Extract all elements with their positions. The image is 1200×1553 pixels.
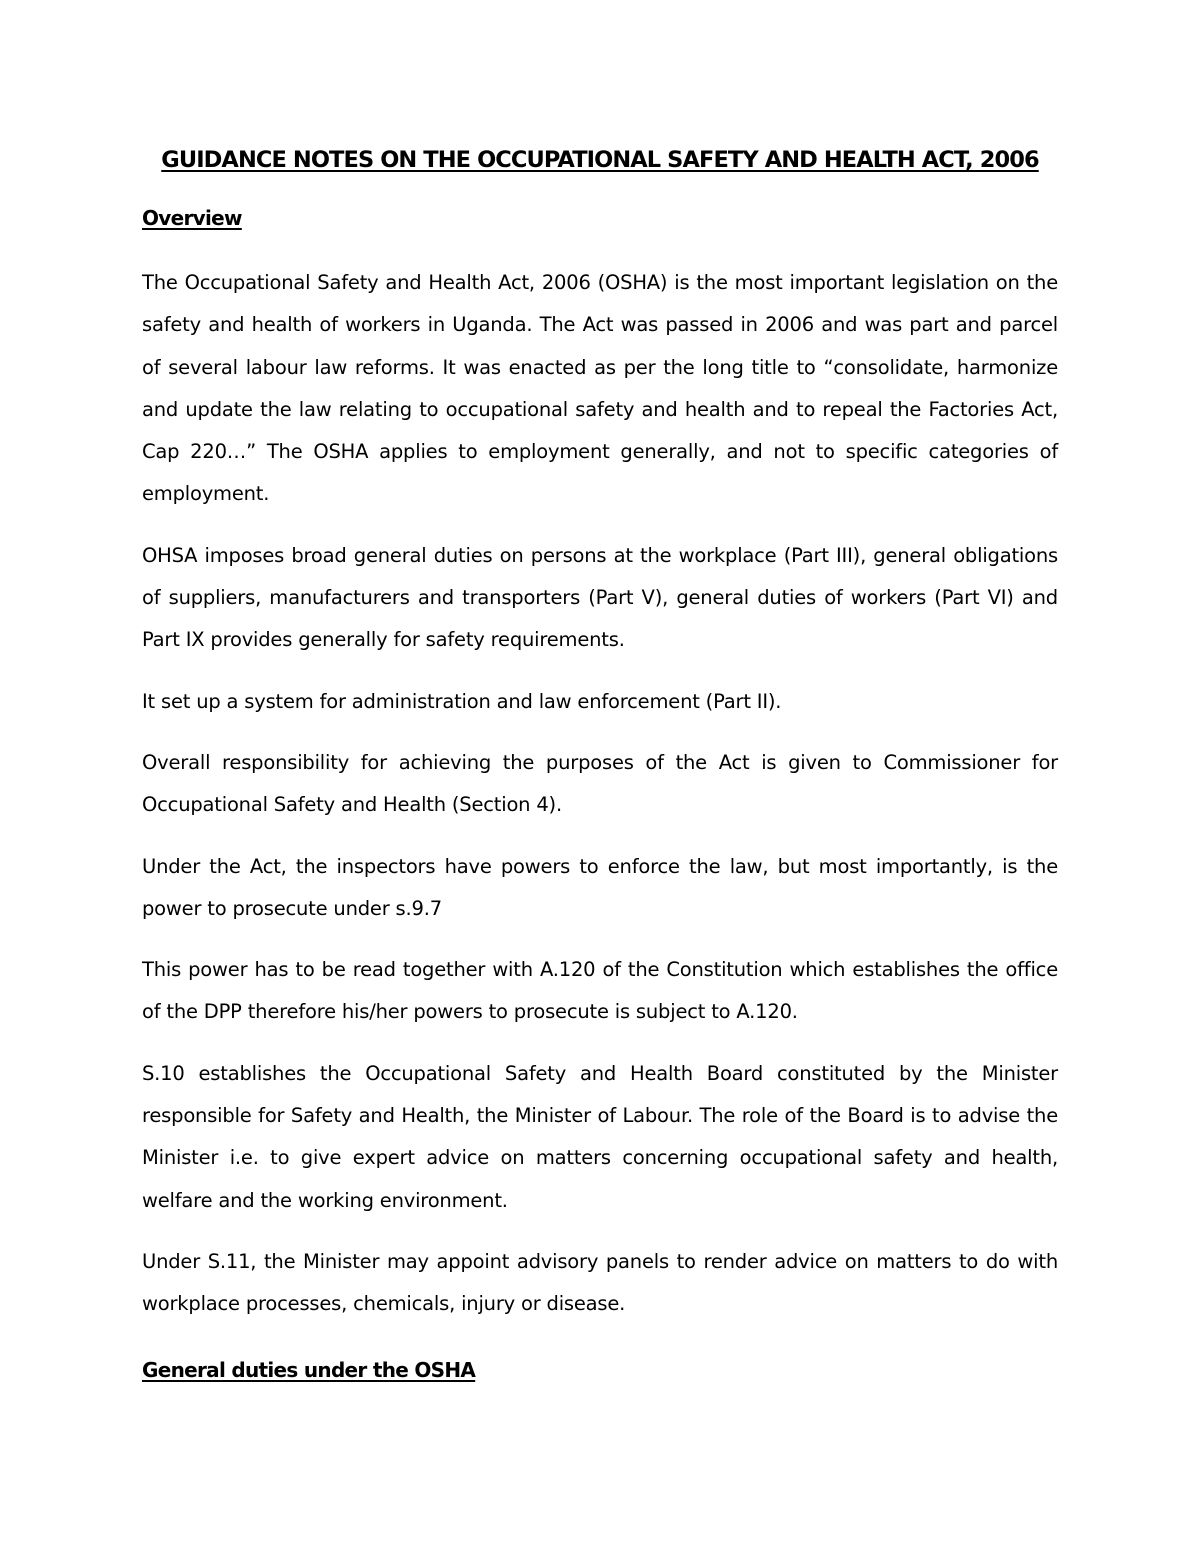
paragraph-advisory-panels: Under S.11, the Minister may appoint advisory panels to render advice on matters to do with workplace processes, chemicals, injury or disease.: [142, 1249, 1058, 1316]
section-heading-general-duties: General duties under the OSHA: [142, 1357, 476, 1382]
document-title: GUIDANCE NOTES ON THE OCCUPATIONAL SAFETY AND HEALTH ACT, 2006: [161, 147, 1039, 173]
paragraph-dpp-constitution: This power has to be read together with A.120 of the Constitution which establishes the office of the DPP therefore his/her powers to prosecute is subject to A.120.: [142, 958, 1058, 1024]
section-heading-overview: Overview: [142, 206, 242, 230]
paragraph-inspector-powers: Under the Act, the inspectors have powers to enforce the law, but most importantly, is the power to prosecute under s.9.7: [142, 854, 1058, 920]
paragraph-commissioner-responsibility: Overall responsibility for achieving the purposes of the Act is given to Commissioner for Occupational Safety and Health (Section 4).: [142, 750, 1058, 817]
paragraph-administration-system: It set up a system for administration and law enforcement (Part II).: [142, 689, 782, 713]
document-body: [142, 140, 1058, 1390]
paragraph-general-duties-parts: OHSA imposes broad general duties on persons at the workplace (Part III), general obligations of suppliers, manufacturers and transporters (Part V), general duties of workers (Part VI) and Part IX provides generally for safety requirements.: [142, 543, 1058, 652]
paragraph-osha-introduction: The Occupational Safety and Health Act, 2006 (OSHA) is the most important legislation on the safety and health of workers in Uganda. The Act was passed in 2006 and was part and parcel of several labour law reforms. It was enacted as per the long title to “consolidate, harmonize and update the law relating to occupational safety and health and to repeal the Factories Act, Cap 220…” The OSHA applies to employment generally, and not to specific categories of employment.: [142, 271, 1058, 506]
paragraph-osh-board: S.10 establishes the Occupational Safety and Health Board constituted by the Minister responsible for Safety and Health, the Minister of Labour. The role of the Board is to advise the Minister i.e. to give expert advice on matters concerning occupational safety and health, welfare and the working environment.: [142, 1061, 1058, 1212]
